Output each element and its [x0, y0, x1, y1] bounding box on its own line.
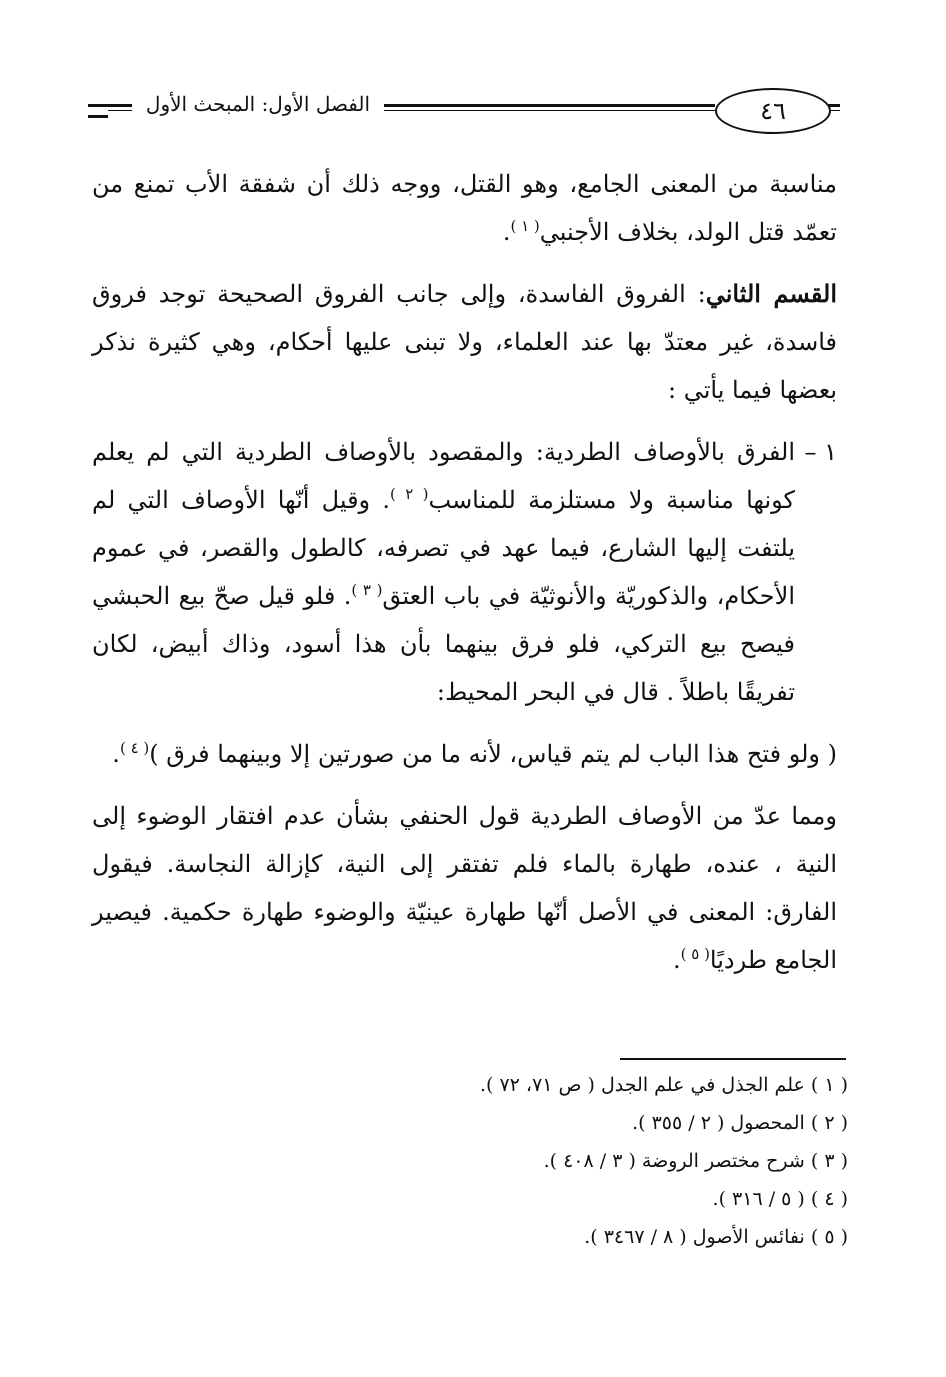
header-ornament	[88, 104, 108, 118]
paragraph-1-end: .	[502, 218, 511, 246]
footnote-ref-1: ( ١ )	[510, 217, 540, 235]
footnote-ref-3: ( ٣ )	[351, 581, 383, 599]
quotation-end: .	[112, 740, 120, 768]
page-number	[715, 88, 831, 134]
paragraph-1	[92, 160, 837, 256]
footnote-1: ( ١ ) علم الجذل في علم الجدل ( ص ٧١، ٧٢ ).	[479, 1074, 848, 1096]
page-header	[88, 82, 840, 140]
page-number-text: ٤٦	[760, 97, 786, 125]
paragraph-1-text: مناسبة من المعنى الجامع، وهو القتل، ووجه ذلك أن شفقة الأب تمنع من تعمّد قتل الولد، بخلاف الأجنبي	[92, 170, 837, 246]
footnote-3: ( ٣ ) شرح مختصر الروضة ( ٣ / ٤٠٨ ).	[543, 1150, 848, 1172]
footnote-4: ( ٤ ) ( ٥ / ٣١٦ ).	[712, 1188, 848, 1210]
paragraph-4-end: .	[672, 946, 681, 974]
main-text	[92, 160, 837, 998]
list-item-1-text-b: . وقيل أنّها الأوصاف التي لم يلتفت إليها الشارع، فيما عهد في تصرفه، كالطول والقصر، في عموم الأحكام، والذكوريّة والأنوثيّة في باب العتق	[92, 486, 795, 610]
paragraph-4	[92, 792, 837, 984]
running-header-title: الفصل الأول: المبحث الأول	[132, 92, 384, 116]
list-item-1	[92, 428, 837, 716]
footnote-separator	[620, 1058, 846, 1060]
list-item-number: ١ –	[804, 438, 837, 466]
paragraph-4-text: ومما عدّ من الأوصاف الطردية قول الحنفي بشأن عدم افتقار الوضوء إلى النية ، عنده، طهارة بالماء فلم تفتقر إلى النية، كإزالة النجاسة. فيقول الفارق: المعنى في الأصل أنّها طهارة عينيّة والوضوء طهارة حكمية. فيصير الجامع طرديًا	[92, 802, 837, 974]
footnote-5: ( ٥ ) نفائس الأصول ( ٨ / ٣٤٦٧ ).	[584, 1226, 848, 1248]
list-item-1-text-c: . فلو قيل صحّ بيع الحبشي فيصح بيع التركي، فلو فرق بينهما بأن هذا أسود، وذاك أبيض، لكان تفريقًا باطلاً . قال في البحر المحيط:	[92, 582, 795, 706]
paragraph-2	[92, 270, 837, 414]
quotation	[92, 730, 837, 778]
list-item-1-text-a: الفرق بالأوصاف الطردية: والمقصود بالأوصاف الطردية التي لم يعلم كونها مناسبة ولا مستلزمة للمناسب	[92, 438, 795, 514]
footnote-ref-2: ( ٢ )	[390, 485, 429, 503]
footnotes	[300, 1066, 848, 1256]
section-heading-second-part: القسم الثاني	[705, 279, 837, 308]
quotation-text: ( ولو فتح هذا الباب لم يتم قياس، لأنه ما من صورتين إلا وبينهما فرق )	[149, 740, 837, 768]
footnote-2: ( ٢ ) المحصول ( ٢ / ٣٥٥ ).	[632, 1112, 848, 1134]
footnote-ref-5: ( ٥ )	[680, 945, 710, 963]
paragraph-2-text: : الفروق الفاسدة، وإلى جانب الفروق الصحيحة توجد فروق فاسدة، غير معتدّ بها عند العلماء، ولا تبنى عليها أحكام، وهي كثيرة نذكر بعضها فيما يأتي :	[92, 280, 837, 404]
footnote-ref-4: ( ٤ )	[119, 739, 150, 757]
